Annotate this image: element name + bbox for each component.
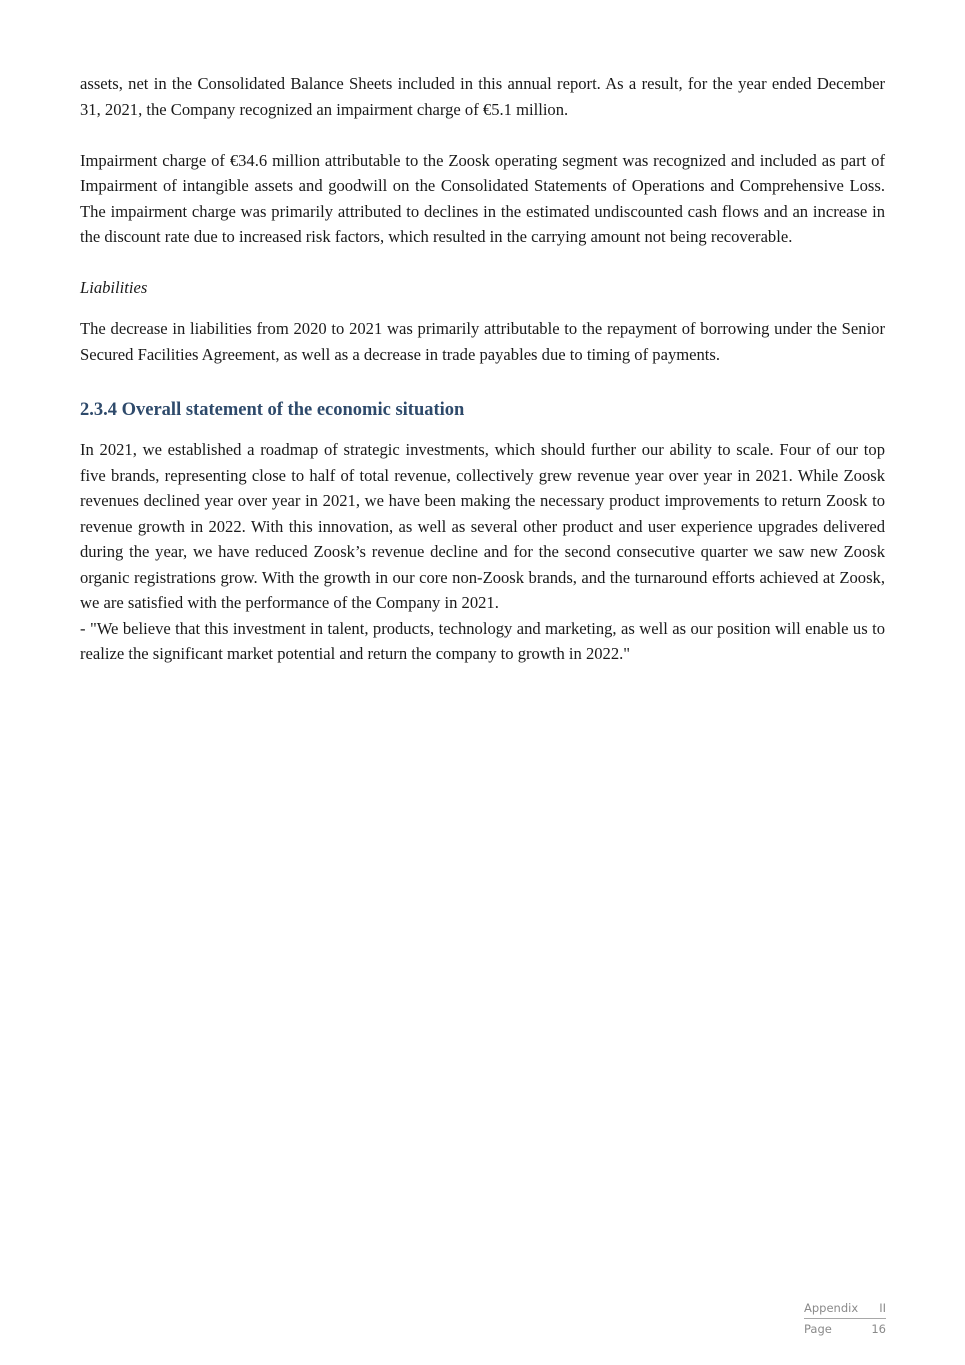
- paragraph-zoosk-impairment: Impairment charge of €34.6 million attributable to the Zoosk operating segment was recognized and included as part of Impairment of intangible assets and goodwill on the Consolidated Statements of Operations and Comprehensive Loss. The impairment charge was primarily attributed to declines in the estimated undiscounted cash flows and an increase in the discount rate due to increased risk factors, which resulted in the carrying amount not being recoverable.: [80, 150, 885, 246]
- footer-page-row: [804, 1319, 886, 1339]
- liabilities-subheading: Liabilities: [80, 277, 148, 297]
- footer-page-label: Page: [804, 1322, 832, 1336]
- page-footer: [804, 1298, 886, 1339]
- footer-appendix-value: II: [879, 1301, 886, 1315]
- paragraph-quote: - "We believe that this investment in talent, products, technology and marketing, as well as our position will enable us to realize the significant market potential and return the company to growth in 2022.": [80, 618, 885, 663]
- section-heading-economic-situation: 2.3.4 Overall statement of the economic situation: [80, 400, 465, 420]
- footer-page-number: 16: [871, 1322, 886, 1336]
- footer-appendix-row: [804, 1298, 886, 1319]
- paragraph-impairment-assets: assets, net in the Consolidated Balance Sheets included in this annual report. As a result, for the year ended December 31, 2021, the Company recognized an impairment charge of €5.1 million.: [80, 74, 885, 119]
- paragraph-roadmap: In 2021, we established a roadmap of strategic investments, which should further our ability to scale. Four of our top five brands, representing close to half of total revenue, collectively grew revenue year over year in 2021. While Zoosk revenues declined year over year in 2021, we have been making the necessary product improvements to return Zoosk to revenue growth in 2022. With this innovation, as well as several other product and user experience upgrades delivered during the year, we have reduced Zoosk’s revenue decline and for the second consecutive quarter we saw new Zoosk organic registrations grow. With the growth in our core non-Zoosk brands, and the turnaround efforts achieved at Zoosk, we are satisfied with the performance of the Company in 2021.: [80, 440, 885, 612]
- footer-appendix-label: Appendix: [804, 1301, 859, 1315]
- paragraph-liabilities: The decrease in liabilities from 2020 to 2021 was primarily attributable to the repayment of borrowing under the Senior Secured Facilities Agreement, as well as a decrease in trade payables due to timing of payments.: [80, 319, 885, 364]
- document-body: [80, 71, 885, 667]
